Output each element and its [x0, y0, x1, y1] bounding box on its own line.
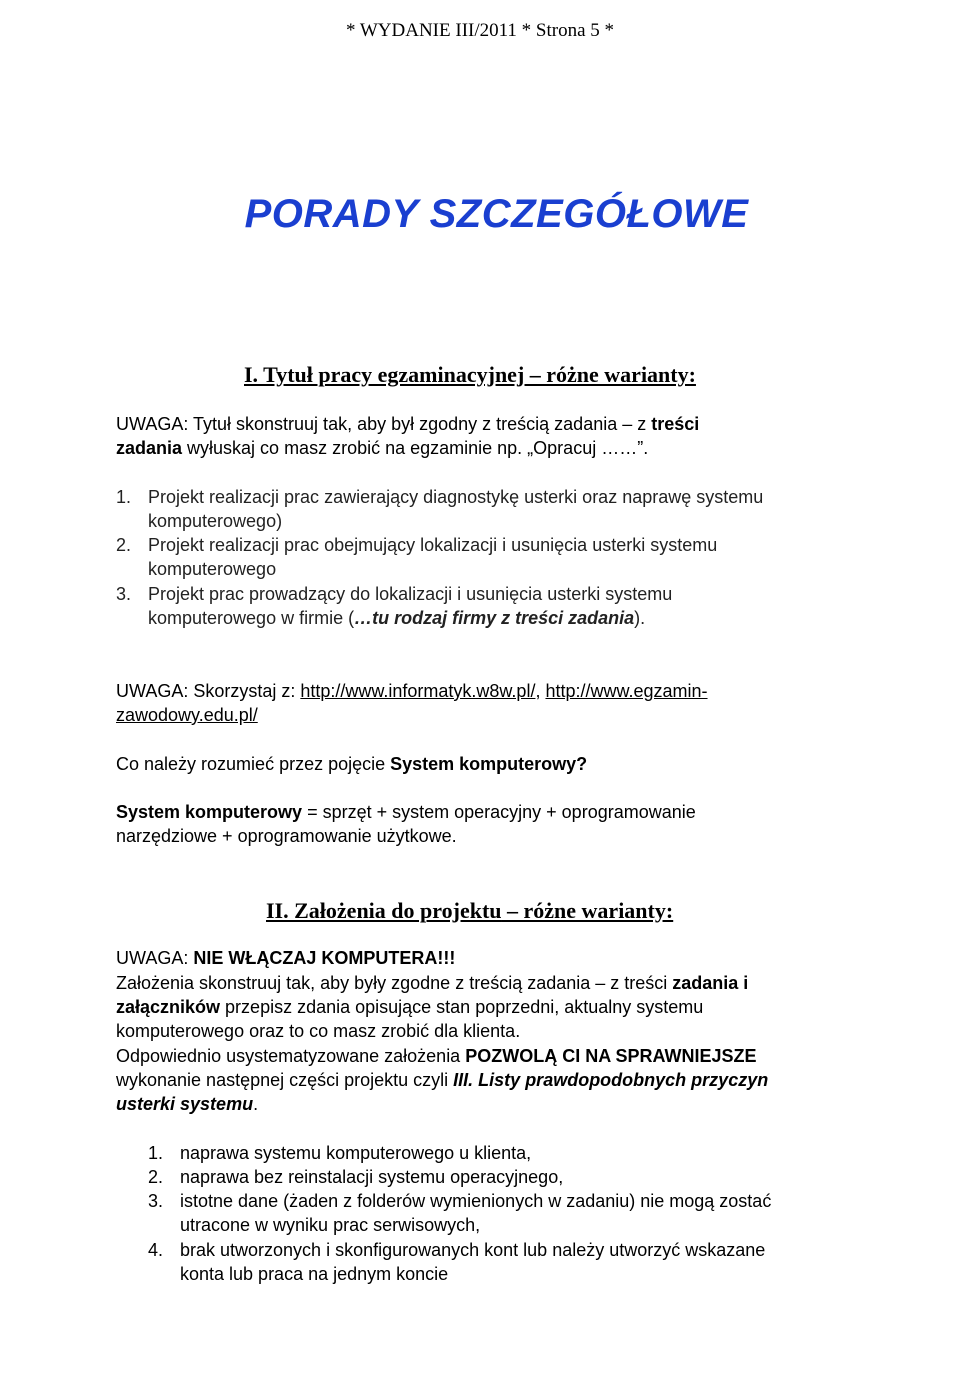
links-label: UWAGA: Skorzystaj z:: [116, 681, 301, 701]
paragraph-text: przepisz zdania opisujące stan poprzedni, aktualny systemu: [220, 997, 704, 1017]
paragraph-bold-pozwola: POZWOLĄ CI NA SPRAWNIEJSZE: [465, 1046, 757, 1066]
list-item-text: Projekt prac prowadzący do lokalizacji i usunięcia usterki systemu: [148, 584, 673, 604]
definition-line-1: [116, 800, 696, 824]
list-item-text: komputerowego w firmie (: [148, 608, 355, 628]
paragraph-text: Odpowiednio usystematyzowane założenia: [116, 1046, 466, 1066]
section-2-heading-main: II. Założenia do projektu: [266, 898, 502, 923]
paragraph-bold-italic-ref: III. Listy prawdopodobnych przyczyn: [453, 1070, 769, 1090]
page-header: * WYDANIE III/2011 * Strona 5 *: [345, 20, 615, 41]
page-title: PORADY SZCZEGÓŁOWE: [244, 192, 749, 236]
list-item-text: naprawa systemu komputerowego u klienta,: [180, 1143, 532, 1163]
paragraph-2-line-2: [116, 1068, 768, 1092]
list-item-continuation: [148, 606, 645, 630]
definition-text: = sprzęt + system operacyjny + oprogramowanie: [302, 802, 696, 822]
section-1-heading: I. Tytuł pracy egzaminacyjnej – różne warianty:: [244, 362, 696, 387]
paragraph-bold-zalacznikow: załączników: [116, 997, 221, 1017]
list-item-continuation: konta lub praca na jednym koncie: [180, 1264, 449, 1284]
link-egzamin-zawodowy-continued[interactable]: zawodowy.edu.pl/: [116, 705, 258, 725]
list-item-text: naprawa bez reinstalacji systemu operacyjnego,: [180, 1167, 564, 1187]
list-item-continuation: komputerowego): [148, 511, 283, 531]
list-item-number: 1.: [116, 487, 132, 507]
paragraph-2-line-3: [116, 1092, 258, 1116]
warning-bold: NIE WŁĄCZAJ KOMPUTERA!!!: [193, 948, 456, 968]
list-item-text: Projekt realizacji prac zawierający diagnostykę usterki oraz naprawę systemu: [148, 487, 764, 507]
paragraph-text: wykonanie następnej części projektu czyli: [116, 1070, 454, 1090]
note-text: UWAGA: Tytuł skonstruuj tak, aby był zgodny z treścią zadania – z: [116, 414, 652, 434]
paragraph-1-line-2: [116, 995, 703, 1019]
list-item-number: 1.: [148, 1143, 164, 1163]
note-bold-zadania: zadania: [116, 438, 183, 458]
list-item: [116, 485, 763, 509]
section-1-note-line-2: [116, 436, 648, 460]
question-bold: System komputerowy?: [390, 754, 588, 774]
links-line-2: [116, 703, 258, 727]
section-2-warning: [116, 946, 455, 970]
note-bold-tresci: treści: [651, 414, 700, 434]
list-item: [148, 1165, 563, 1189]
definition-line-2: narzędziowe + oprogramowanie użytkowe.: [116, 826, 457, 846]
paragraph-text: Założenia skonstruuj tak, aby były zgodne z treścią zadania – z treści: [116, 973, 673, 993]
links-separator: ,: [535, 681, 546, 701]
paragraph-bold-italic-ref-cont: usterki systemu: [116, 1094, 254, 1114]
warning-label: UWAGA:: [116, 948, 194, 968]
list-item-number: 3.: [148, 1191, 164, 1211]
list-item-number: 4.: [148, 1240, 164, 1260]
list-item-text: Projekt realizacji prac obejmujący lokalizacji i usunięcia usterki systemu: [148, 535, 718, 555]
section-2-heading: [266, 898, 673, 924]
list-item-number: 2.: [116, 535, 132, 555]
paragraph-2-line-1: [116, 1044, 757, 1068]
section-1-note-line-1: [116, 412, 699, 436]
list-item-number: 2.: [148, 1167, 164, 1187]
list-item: [148, 1141, 531, 1165]
list-item: [148, 1238, 765, 1262]
list-item-text: istotne dane (żaden z folderów wymienionych w zadaniu) nie mogą zostać: [180, 1191, 772, 1211]
question: [116, 752, 587, 776]
list-item-text-end: ).: [634, 608, 646, 628]
link-informatyk[interactable]: http://www.informatyk.w8w.pl/: [300, 681, 536, 701]
paragraph-1-line-1: [116, 971, 748, 995]
link-egzamin-zawodowy[interactable]: http://www.egzamin-: [545, 681, 708, 701]
links-line-1: [116, 679, 708, 703]
list-item-continuation: utracone w wyniku prac serwisowych,: [180, 1215, 481, 1235]
paragraph-end: .: [253, 1094, 259, 1114]
list-item-emphasis: …tu rodzaj firmy z treści zadania: [354, 608, 635, 628]
list-item-text: brak utworzonych i skonfigurowanych kont lub należy utworzyć wskazane: [180, 1240, 766, 1260]
note-text-2: wyłuskaj co masz zrobić na egzaminie np. „Opracuj ……”.: [182, 438, 649, 458]
list-item: [148, 1189, 771, 1213]
list-item: [116, 533, 717, 557]
paragraph-1-line-3: komputerowego oraz to co masz zrobić dla klienta.: [116, 1021, 521, 1041]
list-item-number: 3.: [116, 584, 132, 604]
list-item: [116, 582, 672, 606]
paragraph-bold: zadania i: [672, 973, 749, 993]
section-2-heading-tail: – różne warianty:: [501, 898, 674, 923]
question-text: Co należy rozumieć przez pojęcie: [116, 754, 391, 774]
list-item-continuation: komputerowego: [148, 559, 277, 579]
definition-term: System komputerowy: [116, 802, 303, 822]
